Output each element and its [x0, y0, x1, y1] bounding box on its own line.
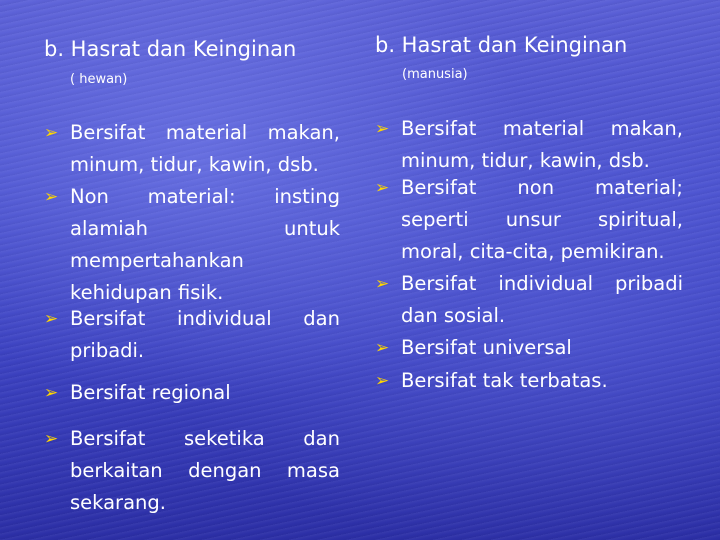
right-bullet-2 [375, 172, 683, 268]
right-bullet-5-text: Bersifat tak terbatas. [401, 369, 608, 392]
arrowhead-bullet-icon: ➢ [44, 309, 59, 329]
arrowhead-bullet-icon: ➢ [44, 383, 59, 403]
right-bullet-3-text: Bersifat individual pribadi dan sosial. [401, 272, 683, 327]
left-bullet-1-text: Bersifat material makan, minum, tidur, kawin, dsb. [70, 121, 340, 176]
left-bullet-3-text: Bersifat individual dan pribadi. [70, 307, 340, 362]
left-bullet-1 [44, 117, 340, 181]
arrowhead-bullet-icon: ➢ [375, 119, 390, 139]
left-bullet-2 [44, 181, 340, 309]
left-bullet-5 [44, 423, 340, 519]
right-bullet-1 [375, 113, 683, 177]
arrowhead-bullet-icon: ➢ [44, 429, 59, 449]
left-bullet-3 [44, 303, 340, 367]
right-heading: b. Hasrat dan Keinginan [375, 33, 628, 57]
right-bullet-4-text: Bersifat universal [401, 336, 572, 359]
right-bullet-2-text: Bersifat non material; seperti unsur spiritual, moral, cita-cita, pemikiran. [401, 176, 683, 263]
left-bullet-4-text: Bersifat regional [70, 381, 231, 404]
left-heading: b. Hasrat dan Keinginan [44, 37, 297, 61]
right-subheading: (manusia) [402, 67, 468, 82]
left-subheading: ( hewan) [70, 72, 128, 87]
arrowhead-bullet-icon: ➢ [44, 187, 59, 207]
arrowhead-bullet-icon: ➢ [375, 371, 390, 391]
arrowhead-bullet-icon: ➢ [375, 338, 390, 358]
left-bullet-2-text: Non material: insting alamiah untuk mempertahankan kehidupan fisik. [70, 185, 340, 304]
left-bullet-4 [44, 377, 340, 409]
right-bullet-4 [375, 332, 683, 364]
right-bullet-5 [375, 365, 683, 397]
arrowhead-bullet-icon: ➢ [44, 123, 59, 143]
arrowhead-bullet-icon: ➢ [375, 178, 390, 198]
right-bullet-3 [375, 268, 683, 332]
left-bullet-5-text: Bersifat seketika dan berkaitan dengan masa sekarang. [70, 427, 340, 514]
arrowhead-bullet-icon: ➢ [375, 274, 390, 294]
right-bullet-1-text: Bersifat material makan, minum, tidur, kawin, dsb. [401, 117, 683, 172]
